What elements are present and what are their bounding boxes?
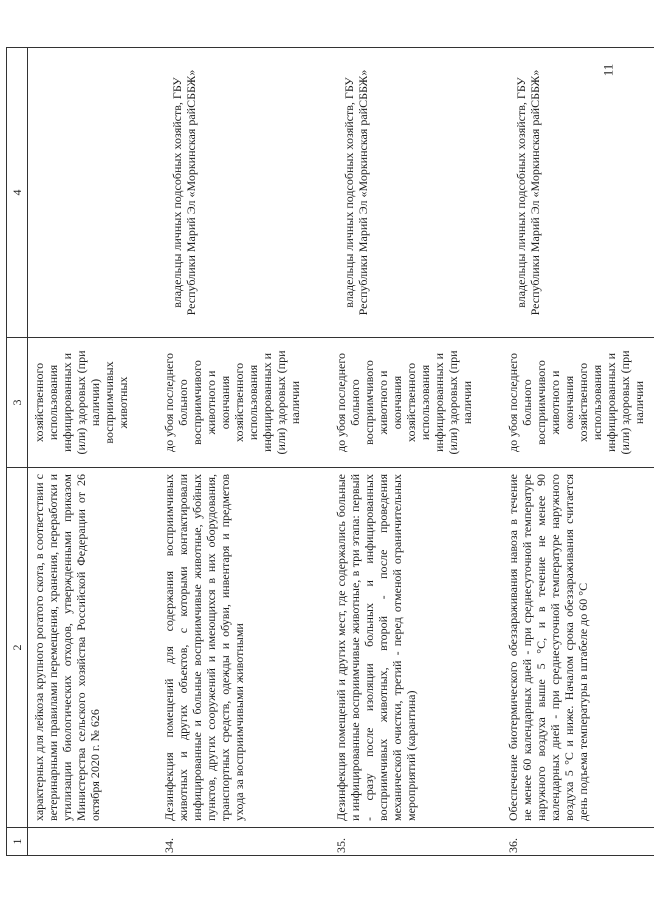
- measure-deadline: хозяйственного использования инфицированных и (или) здоровых (при наличии) восприимчивых животных: [28, 338, 139, 468]
- row-number: [28, 828, 139, 856]
- measure-description: Обеспечение биотермического обеззараживания навоза в течение не менее 60 календарных дней - при среднесуточной температуре наружного воздуха выше 5 °С, и в течение не менее 90 календарных дней - при среднесуточной температуре наружного воздуха 5 °С и ниже. Началом срока обеззараживания считается день подъема температуры в штабеле до 60 °С: [500, 468, 654, 828]
- measure-responsible: владельцы личных подсобных хозяйств, ГБУ Республики Марий Эл «Моркинская райСББЖ»: [500, 48, 654, 338]
- measure-deadline: до убоя последнего больного восприимчивого животного и окончания хозяйственного использования инфицированных и (или) здоровых (при наличии: [328, 338, 482, 468]
- measure-description: Дезинфекция помещений для содержания восприимчивых животных и других объектов, с которыми контактировали инфицированные и больные восприимчивые животные, убойных пунктов, других сооружений и имеющихся в них оборудования, транспортных средств, одежды и обуви, инвентаря и предметов ухода за восприимчивыми животными: [156, 468, 310, 828]
- measure-description: характерных для лейкоза крупного рогатого скота, в соответствии с ветеринарными правилами перемещения, хранения, переработки и утилизации биологических отходов, утвержденными приказом Министерства сельского хозяйства Российской Федерации от 26 октября 2020 г. № 626: [28, 468, 139, 828]
- measure-deadline: до убоя последнего больного восприимчивого животного и окончания хозяйственного использования инфицированных и (или) здоровых (при наличии: [156, 338, 310, 468]
- table-row: [156, 48, 310, 856]
- header-col-4: 4: [7, 48, 28, 338]
- rotated-page: [6, 48, 646, 856]
- row-number: 35.: [328, 828, 482, 856]
- header-col-3: 3: [7, 338, 28, 468]
- measure-responsible: [28, 48, 139, 338]
- row-number: 34.: [156, 828, 310, 856]
- measure-deadline: до убоя последнего больного восприимчивого животного и окончания хозяйственного использования инфицированных и (или) здоровых (при наличии: [500, 338, 654, 468]
- table-row: [328, 48, 482, 856]
- header-row: [7, 48, 28, 856]
- row-number: 36.: [500, 828, 654, 856]
- measure-responsible: владельцы личных подсобных хозяйств, ГБУ Республики Марий Эл «Моркинская райСББЖ»: [156, 48, 310, 338]
- header-col-1: 1: [7, 828, 28, 856]
- table-row: [28, 48, 139, 856]
- header-col-2: 2: [7, 468, 28, 828]
- row-gap: [310, 48, 328, 856]
- measures-table: [6, 47, 654, 856]
- page-number: 11: [600, 63, 616, 77]
- table-row: [500, 48, 654, 856]
- row-gap: [482, 48, 500, 856]
- measure-responsible: владельцы личных подсобных хозяйств, ГБУ Республики Марий Эл «Моркинская райСББЖ»: [328, 48, 482, 338]
- row-gap: [138, 48, 156, 856]
- measure-description: Дезинфекция помещений и других мест, где содержались больные и инфицированные восприимчивые животные, в три этапа: первый - сразу после изоляции больных и инфицированных восприимчивых животных, второй - после проведения механической очистки, третий - перед отменой ограничительных мероприятий (карантина): [328, 468, 482, 828]
